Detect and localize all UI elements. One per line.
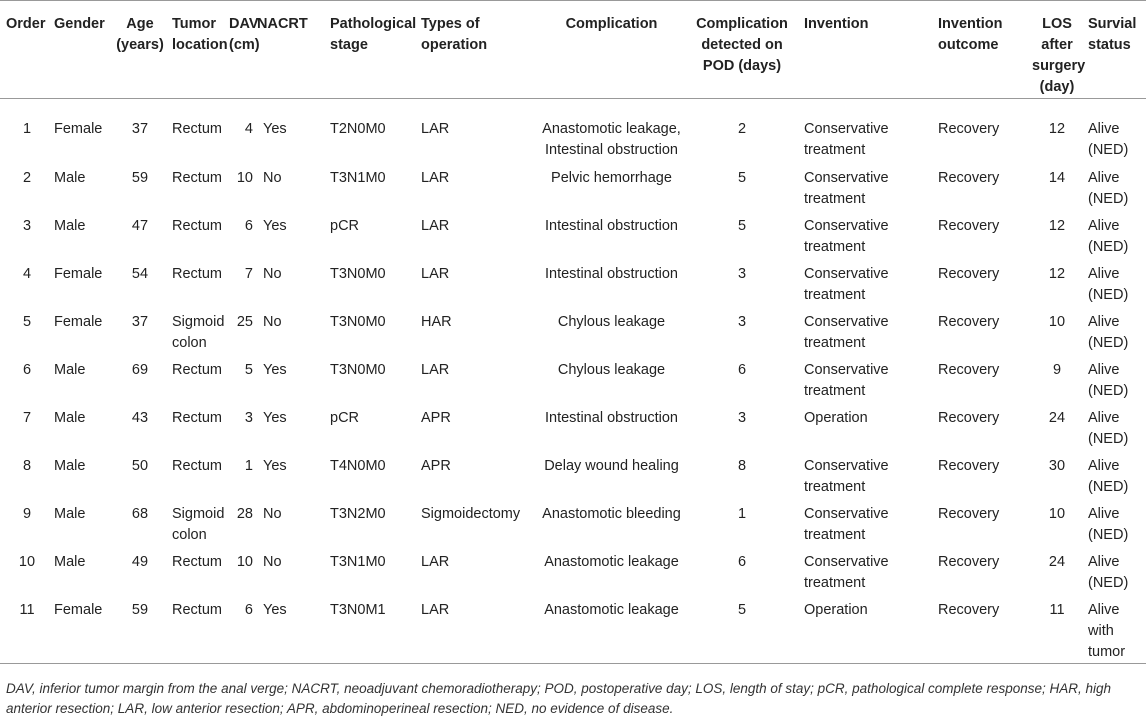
table-row [0, 600, 1146, 664]
cell-complication-pod: 2 [737, 121, 747, 137]
cell-dav: 5 [244, 361, 253, 378]
cell-nacrt: No [263, 313, 282, 330]
cell-invention: Conservative treatment [804, 505, 889, 543]
cell-survival-status: Alive (NED) [1088, 265, 1129, 303]
col-header-pathological-stage: Pathological stage [330, 16, 417, 53]
cell-gender: Female [54, 313, 103, 330]
cell-tumor-location: Rectum [172, 265, 222, 282]
table-row [0, 264, 1146, 312]
cell-gender: Female [54, 601, 103, 618]
cell-survival-status: Alive (NED) [1088, 169, 1129, 207]
table-row [0, 168, 1146, 216]
cell-complication: Anastomotic leakage, Intestinal obstruction [542, 121, 681, 158]
col-header-age: Age (years) [116, 16, 164, 53]
cell-pathological-stage: T3N0M0 [330, 265, 386, 282]
cell-order: 1 [22, 121, 32, 137]
cell-invention: Conservative treatment [804, 265, 889, 303]
table-row [0, 408, 1146, 456]
cell-invention: Conservative treatment [804, 553, 889, 591]
cell-tumor-location: Sigmoid colon [172, 505, 225, 543]
cell-nacrt: Yes [263, 601, 287, 618]
cell-invention-outcome: Recovery [938, 361, 1000, 378]
cell-pathological-stage: T3N1M0 [330, 169, 386, 186]
cell-order: 4 [22, 265, 32, 282]
cell-invention-outcome: Recovery [938, 313, 1000, 330]
cell-dav: 7 [244, 265, 253, 282]
cell-dav: 4 [244, 121, 253, 137]
cell-operation-type: LAR [421, 217, 450, 234]
cell-los: 12 [1048, 217, 1066, 234]
cell-tumor-location: Rectum [172, 553, 222, 570]
cell-nacrt: Yes [263, 409, 287, 426]
cell-age: 43 [131, 409, 149, 426]
cell-nacrt: Yes [263, 121, 287, 137]
table-header-row [0, 1, 1146, 99]
cell-los: 10 [1048, 505, 1066, 522]
cell-invention: Conservative treatment [804, 457, 889, 495]
cell-order: 6 [22, 361, 32, 378]
table-footnote: DAV, inferior tumor margin from the anal verge; NACRT, neoadjuvant chemoradiotherapy; POD, postoperative day; LOS, length of stay; pCR, pathological complete response; HAR, high anterior resection; LAR, low anterior resection; APR, abdominoperineal resection; NED, no evidence of disease. [6, 681, 1112, 716]
cell-dav: 10 [236, 169, 253, 186]
cell-tumor-location: Rectum [172, 361, 222, 378]
cell-dav: 6 [244, 601, 253, 618]
cell-nacrt: Yes [263, 361, 287, 378]
cell-complication: Anastomotic leakage [544, 601, 679, 618]
cell-invention: Operation [804, 409, 868, 426]
cell-nacrt: No [263, 169, 282, 186]
cell-survival-status: Alive (NED) [1088, 121, 1129, 158]
cell-los: 10 [1048, 313, 1066, 330]
cell-complication-pod: 6 [737, 553, 747, 570]
cell-los: 14 [1048, 169, 1066, 186]
cell-complication: Pelvic hemorrhage [551, 169, 672, 186]
cell-tumor-location: Rectum [172, 217, 222, 234]
col-header-survival-status: Survial status [1088, 16, 1137, 53]
cell-invention-outcome: Recovery [938, 505, 1000, 522]
cell-invention-outcome: Recovery [938, 553, 1000, 570]
cell-nacrt: No [263, 265, 282, 282]
cell-los: 30 [1048, 457, 1066, 474]
cell-dav: 28 [236, 505, 253, 522]
cell-complication-pod: 5 [737, 169, 747, 186]
cell-tumor-location: Rectum [172, 169, 222, 186]
cell-age: 59 [131, 169, 149, 186]
cell-los: 11 [1049, 601, 1065, 618]
cell-tumor-location: Rectum [172, 121, 222, 137]
cell-operation-type: Sigmoidectomy [421, 505, 521, 522]
cell-los: 24 [1048, 553, 1066, 570]
cell-gender: Male [54, 553, 86, 570]
cell-gender: Male [54, 505, 86, 522]
cell-invention: Conservative treatment [804, 217, 889, 255]
table-row [0, 99, 1146, 168]
cell-gender: Male [54, 169, 86, 186]
cell-invention-outcome: Recovery [938, 169, 1000, 186]
cell-los: 12 [1048, 121, 1066, 137]
cell-invention-outcome: Recovery [938, 409, 1000, 426]
cell-age: 37 [131, 121, 149, 137]
col-header-types-of-operation: Types of operation [421, 16, 488, 53]
cell-invention-outcome: Recovery [938, 601, 1000, 618]
cell-complication-pod: 3 [737, 409, 747, 426]
cell-invention: Conservative treatment [804, 169, 889, 207]
cell-pathological-stage: pCR [330, 217, 360, 234]
cell-order: 11 [19, 601, 35, 618]
cell-operation-type: APR [421, 457, 451, 474]
cell-pathological-stage: T2N0M0 [330, 121, 386, 137]
cell-order: 2 [22, 169, 32, 186]
cell-invention: Operation [804, 601, 868, 618]
cell-survival-status: Alive (NED) [1088, 313, 1129, 351]
cell-age: 59 [131, 601, 149, 618]
cell-invention-outcome: Recovery [938, 217, 1000, 234]
cell-complication-pod: 8 [737, 457, 747, 474]
cell-operation-type: LAR [421, 361, 450, 378]
cell-complication-pod: 1 [737, 505, 747, 522]
cell-nacrt: No [263, 553, 282, 570]
table-row [0, 360, 1146, 408]
cell-complication: Anastomotic leakage [544, 553, 679, 570]
cell-operation-type: APR [421, 409, 451, 426]
cell-pathological-stage: T3N0M1 [330, 601, 386, 618]
cell-complication-pod: 3 [737, 313, 747, 330]
cell-los: 9 [1052, 361, 1062, 378]
col-header-dav: DAV (cm) [229, 16, 260, 53]
cell-pathological-stage: pCR [330, 409, 360, 426]
cell-tumor-location: Rectum [172, 601, 222, 618]
cell-pathological-stage: T3N0M0 [330, 313, 386, 330]
cell-complication-pod: 5 [737, 601, 747, 618]
cell-complication: Intestinal obstruction [545, 265, 678, 282]
cell-survival-status: Alive (NED) [1088, 553, 1129, 591]
cell-pathological-stage: T3N0M0 [330, 361, 386, 378]
col-header-los: LOS after surgery (day) [1032, 16, 1086, 95]
cell-age: 69 [131, 361, 149, 378]
cell-invention-outcome: Recovery [938, 121, 1000, 137]
cell-age: 47 [131, 217, 149, 234]
cell-nacrt: No [263, 505, 282, 522]
cell-operation-type: LAR [421, 121, 450, 137]
cell-tumor-location: Rectum [172, 457, 222, 474]
cell-complication-pod: 6 [737, 361, 747, 378]
cell-dav: 6 [244, 217, 253, 234]
table-row [0, 312, 1146, 360]
cell-invention-outcome: Recovery [938, 457, 1000, 474]
cell-complication: Intestinal obstruction [545, 409, 678, 426]
cell-complication: Delay wound healing [544, 457, 679, 474]
cell-pathological-stage: T3N1M0 [330, 553, 386, 570]
cell-pathological-stage: T3N2M0 [330, 505, 386, 522]
cell-tumor-location: Sigmoid colon [172, 313, 225, 351]
cell-complication: Chylous leakage [557, 313, 666, 330]
cell-order: 10 [18, 553, 36, 570]
table-row [0, 456, 1146, 504]
cell-invention-outcome: Recovery [938, 265, 1000, 282]
cell-age: 68 [131, 505, 149, 522]
cell-complication-pod: 3 [737, 265, 747, 282]
cell-los: 12 [1048, 265, 1066, 282]
cell-gender: Male [54, 409, 86, 426]
cell-survival-status: Alive (NED) [1088, 361, 1129, 399]
cell-complication: Intestinal obstruction [545, 217, 678, 234]
col-header-complication-pod: Complication detected on POD (days) [696, 16, 788, 74]
cell-order: 3 [22, 217, 32, 234]
cell-dav: 1 [244, 457, 253, 474]
cell-survival-status: Alive (NED) [1088, 217, 1129, 255]
cell-operation-type: LAR [421, 265, 450, 282]
cell-gender: Female [54, 265, 103, 282]
cell-invention: Conservative treatment [804, 313, 889, 351]
cell-dav: 3 [244, 409, 253, 426]
cell-operation-type: LAR [421, 553, 450, 570]
cell-survival-status: Alive (NED) [1088, 505, 1129, 543]
cell-invention: Conservative treatment [804, 121, 889, 158]
table-row [0, 552, 1146, 600]
cell-order: 5 [22, 313, 32, 330]
cell-operation-type: HAR [421, 313, 452, 330]
col-header-complication: Complication [565, 16, 658, 32]
cell-age: 37 [131, 313, 149, 330]
table-row [0, 216, 1146, 264]
cell-order: 7 [22, 409, 32, 426]
cell-complication: Chylous leakage [557, 361, 666, 378]
cell-survival-status: Alive (NED) [1088, 409, 1129, 447]
cell-order: 9 [22, 505, 32, 522]
cell-dav: 10 [236, 553, 253, 570]
cell-survival-status: Alive with tumor [1088, 601, 1126, 660]
cell-complication-pod: 5 [737, 217, 747, 234]
cell-nacrt: Yes [263, 217, 287, 234]
cell-dav: 25 [236, 313, 253, 330]
col-header-order: Order [6, 16, 46, 32]
cell-gender: Female [54, 121, 103, 137]
col-header-invention: Invention [804, 16, 869, 32]
cell-pathological-stage: T4N0M0 [330, 457, 386, 474]
cell-survival-status: Alive (NED) [1088, 457, 1129, 495]
col-header-nacrt: NACRT [257, 16, 308, 32]
col-header-tumor-location: Tumor location [172, 16, 228, 53]
cell-order: 8 [22, 457, 32, 474]
cell-gender: Male [54, 217, 86, 234]
cell-complication: Anastomotic bleeding [542, 505, 681, 522]
cell-invention: Conservative treatment [804, 361, 889, 399]
col-header-invention-outcome: Invention outcome [938, 16, 1003, 53]
cell-operation-type: LAR [421, 601, 450, 618]
cell-gender: Male [54, 457, 86, 474]
cell-gender: Male [54, 361, 86, 378]
col-header-gender: Gender [54, 16, 105, 32]
cell-age: 50 [131, 457, 149, 474]
cell-age: 54 [131, 265, 149, 282]
cell-operation-type: LAR [421, 169, 450, 186]
table-row [0, 504, 1146, 552]
cell-tumor-location: Rectum [172, 409, 222, 426]
cell-los: 24 [1048, 409, 1066, 426]
cell-age: 49 [131, 553, 149, 570]
cell-nacrt: Yes [263, 457, 287, 474]
